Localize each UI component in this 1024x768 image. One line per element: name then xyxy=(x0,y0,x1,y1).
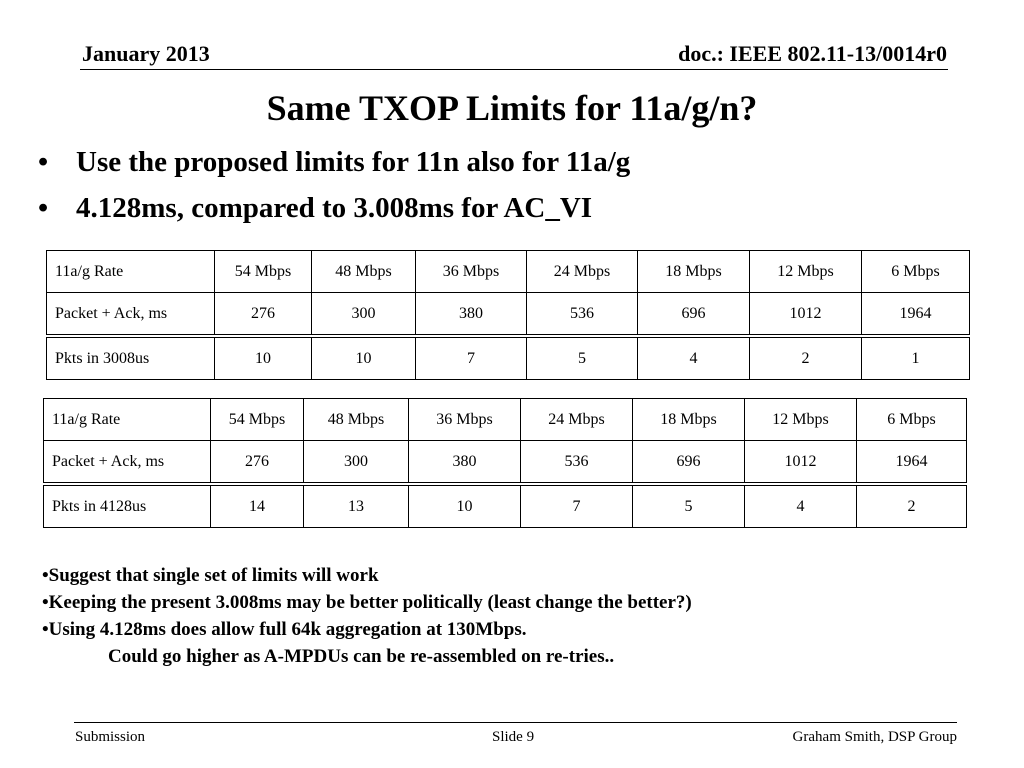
table-cell: 696 xyxy=(638,293,750,337)
table-row xyxy=(47,251,970,293)
table-cell: 1012 xyxy=(745,441,857,485)
table-cell: 18 Mbps xyxy=(638,251,750,293)
table-cell: 36 Mbps xyxy=(416,251,527,293)
table-cell: 24 Mbps xyxy=(521,399,633,441)
table-cell: 18 Mbps xyxy=(633,399,745,441)
bullet-text: 4.128ms, compared to 3.008ms for AC_VI xyxy=(76,192,593,224)
header-date: January 2013 xyxy=(82,41,210,66)
table-cell: 4 xyxy=(745,484,857,528)
table-cell: 11a/g Rate xyxy=(47,251,215,293)
bullet-item xyxy=(38,188,630,228)
table-cell: 1 xyxy=(862,336,970,380)
rates-table-3008us xyxy=(46,250,970,380)
bullet-text: Use the proposed limits for 11n also for 11a/g xyxy=(76,146,631,178)
table-cell: 10 xyxy=(409,484,521,528)
table-row xyxy=(44,441,967,485)
table-cell: 48 Mbps xyxy=(312,251,416,293)
bullet-item xyxy=(38,142,630,182)
table-cell: 12 Mbps xyxy=(750,251,862,293)
table-cell: Pkts in 3008us xyxy=(47,336,215,380)
table-cell: 6 Mbps xyxy=(862,251,970,293)
table-cell: 5 xyxy=(633,484,745,528)
table-row xyxy=(44,484,967,528)
table-row xyxy=(47,336,970,380)
table-cell: 696 xyxy=(633,441,745,485)
table-cell: 300 xyxy=(312,293,416,337)
table-cell: 36 Mbps xyxy=(409,399,521,441)
table-cell: 14 xyxy=(211,484,304,528)
table-cell: Packet + Ack, ms xyxy=(47,293,215,337)
table-cell: 276 xyxy=(215,293,312,337)
table-cell: 300 xyxy=(304,441,409,485)
table-cell: Pkts in 4128us xyxy=(44,484,211,528)
header-divider xyxy=(80,69,948,70)
table-cell: 7 xyxy=(416,336,527,380)
table-cell: 276 xyxy=(211,441,304,485)
table-row xyxy=(44,399,967,441)
table-cell: 11a/g Rate xyxy=(44,399,211,441)
table-cell: 24 Mbps xyxy=(527,251,638,293)
table-cell: 10 xyxy=(312,336,416,380)
slide-title: Same TXOP Limits for 11a/g/n? xyxy=(266,88,758,128)
table-cell: 4 xyxy=(638,336,750,380)
rates-table-4128us xyxy=(43,398,967,528)
table-cell: 48 Mbps xyxy=(304,399,409,441)
table-cell: 2 xyxy=(857,484,967,528)
footer-divider xyxy=(74,722,957,723)
note-item: •Keeping the present 3.008ms may be better politically (least change the better?) xyxy=(42,592,692,613)
note-item: •Using 4.128ms does allow full 64k aggregation at 130Mbps. xyxy=(42,619,527,640)
bullet-glyph: • xyxy=(38,192,49,224)
footer-author: Graham Smith, DSP Group xyxy=(792,729,957,745)
table-cell: 13 xyxy=(304,484,409,528)
table-cell: 12 Mbps xyxy=(745,399,857,441)
table-cell: 10 xyxy=(215,336,312,380)
bullet-list xyxy=(38,142,630,234)
table-cell: 2 xyxy=(750,336,862,380)
table-cell: 54 Mbps xyxy=(211,399,304,441)
table-cell: 1012 xyxy=(750,293,862,337)
table-cell: 1964 xyxy=(857,441,967,485)
table-row xyxy=(47,293,970,337)
table-cell: 54 Mbps xyxy=(215,251,312,293)
table-cell: 536 xyxy=(527,293,638,337)
table-cell: Packet + Ack, ms xyxy=(44,441,211,485)
table-cell: 1964 xyxy=(862,293,970,337)
note-item: •Suggest that single set of limits will work xyxy=(42,565,379,586)
header-doc-id: doc.: IEEE 802.11-13/0014r0 xyxy=(678,41,947,66)
table-cell: 380 xyxy=(409,441,521,485)
table-cell: 380 xyxy=(416,293,527,337)
table-cell: 5 xyxy=(527,336,638,380)
bullet-glyph: • xyxy=(38,146,49,178)
footer-submission: Submission xyxy=(75,729,146,745)
table-cell: 7 xyxy=(521,484,633,528)
table-cell: 536 xyxy=(521,441,633,485)
notes-list xyxy=(42,562,692,670)
footer-slide-number: Slide 9 xyxy=(492,729,535,745)
table-cell: 6 Mbps xyxy=(857,399,967,441)
note-continuation: Could go higher as A-MPDUs can be re-assembled on re-tries.. xyxy=(108,646,615,667)
